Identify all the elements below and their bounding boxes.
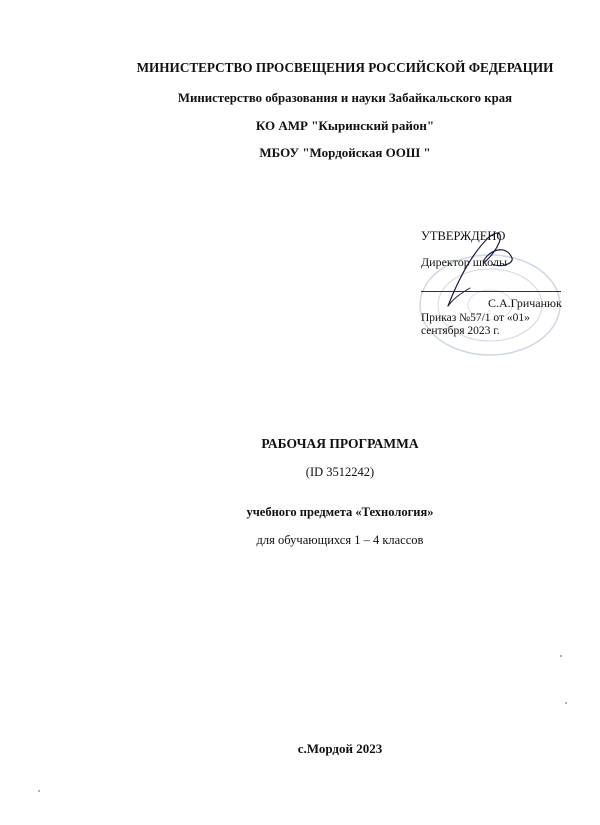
order-number: Приказ №57/1 от «01» <box>421 312 530 324</box>
ko-heading: КО АМР "Кыринский район" <box>255 118 435 133</box>
scan-speck <box>38 790 40 792</box>
scan-speck <box>560 655 562 657</box>
ministry-heading: МИНИСТЕРСТВО ПРОСВЕЩЕНИЯ РОССИЙСКОЙ ФЕДЕРАЦИИ <box>136 60 554 75</box>
scan-speck <box>565 702 567 704</box>
regional-ministry-heading: Министерство образования и науки Забайкальского края <box>177 91 513 105</box>
director-signature <box>440 228 520 310</box>
director-position: Директор школы <box>421 255 508 269</box>
students-line: для обучающихся 1 – 4 классов <box>256 533 424 547</box>
approved-label: УТВЕРЖДЕНО <box>421 229 506 243</box>
school-heading: МБОУ "Мордойская ООШ " <box>259 145 431 160</box>
order-date: сентября 2023 г. <box>421 325 500 337</box>
director-name: С.А.Гричанюк <box>488 296 562 310</box>
program-id: (ID 3512242) <box>305 465 375 479</box>
subject-line: учебного предмета «Технология» <box>246 505 434 519</box>
place-year: с.Мордой 2023 <box>297 741 383 756</box>
program-title: РАБОЧАЯ ПРОГРАММА <box>261 436 419 451</box>
